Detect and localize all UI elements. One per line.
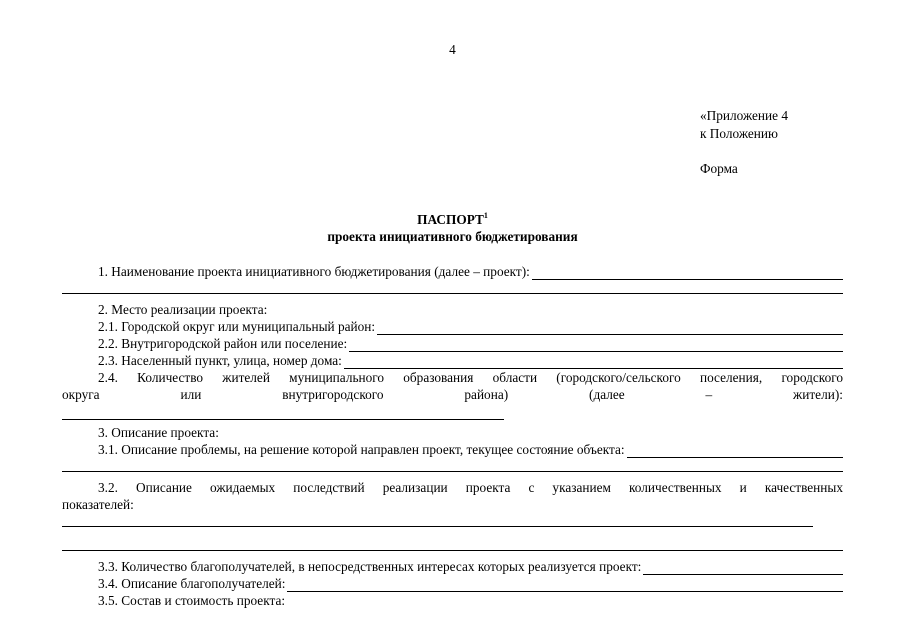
s24-word-2: или [180, 387, 202, 402]
s24-word-7: жители): [793, 387, 843, 402]
form-body [62, 263, 843, 609]
expected-results-field-2[interactable] [62, 537, 843, 554]
s24-word-4: района) [464, 387, 509, 402]
appendix-line-1: «Приложение 4 [700, 108, 788, 123]
expected-results-field-1[interactable] [62, 513, 843, 530]
section-3-5: 3.5. Состав и стоимость проекта: [98, 593, 286, 608]
section-3-1-label: 3.1. Описание проблемы, на решение которой направлен проект, текущее состояние объекта: [98, 442, 625, 457]
section-3-1 [62, 441, 843, 458]
section-2-3 [62, 352, 843, 369]
section-3-3-label: 3.3. Количество благополучателей, в непосредственных интересах которых реализуется проект: [98, 559, 642, 574]
s24-word-6: – [705, 387, 713, 402]
section-3-3 [62, 558, 843, 575]
address-field[interactable] [344, 355, 843, 369]
section-3: 3. Описание проекта: [98, 425, 219, 440]
s24-word-5: (далее [589, 387, 625, 402]
section-1-label: 1. Наименование проекта инициативного бюджетирования (далее – проект): [98, 264, 530, 279]
section-2-3-label: 2.3. Населенный пункт, улица, номер дома: [98, 353, 342, 368]
appendix-header [700, 107, 788, 143]
municipality-field[interactable] [377, 321, 843, 335]
district-field[interactable] [349, 338, 843, 352]
document-subtitle: проекта инициативного бюджетирования [327, 229, 578, 244]
section-2-4-line-2 [62, 386, 843, 403]
section-2-4-line-1: 2.4. Количество жителей муниципального образования области (городского/сельского поселения, городского [98, 370, 843, 385]
residents-count-field[interactable] [62, 406, 504, 420]
section-2: 2. Место реализации проекта: [98, 302, 268, 317]
form-label: Форма [700, 161, 738, 176]
beneficiaries-count-field[interactable] [643, 561, 843, 575]
section-3-4 [62, 575, 843, 592]
page-number: 4 [449, 42, 456, 57]
section-2-1-label: 2.1. Городской округ или муниципальный район: [98, 319, 376, 334]
section-1 [62, 263, 843, 280]
beneficiaries-description-field[interactable] [287, 578, 843, 592]
section-3-2-line-1: 3.2. Описание ожидаемых последствий реализации проекта с указанием количественных и качественных [98, 480, 843, 495]
document-title [0, 211, 905, 228]
s24-word-3: внутригородского [282, 387, 384, 402]
section-2-2-label: 2.2. Внутригородской район или поселение: [98, 336, 348, 351]
residents-count-row [62, 403, 843, 420]
title-text: ПАСПОРТ [417, 212, 484, 227]
section-3-2-line-2: показателей: [62, 497, 134, 512]
title-footnote: 1 [483, 211, 488, 220]
section-2-1 [62, 318, 843, 335]
project-name-field[interactable] [532, 266, 843, 280]
problem-description-field-continuation[interactable] [62, 458, 843, 475]
project-name-field-continuation[interactable] [62, 280, 843, 297]
s24-word-1: округа [62, 387, 100, 402]
problem-description-field[interactable] [627, 444, 843, 458]
section-3-4-label: 3.4. Описание благополучателей: [98, 576, 286, 591]
section-2-2 [62, 335, 843, 352]
appendix-line-2: к Положению [700, 126, 778, 141]
